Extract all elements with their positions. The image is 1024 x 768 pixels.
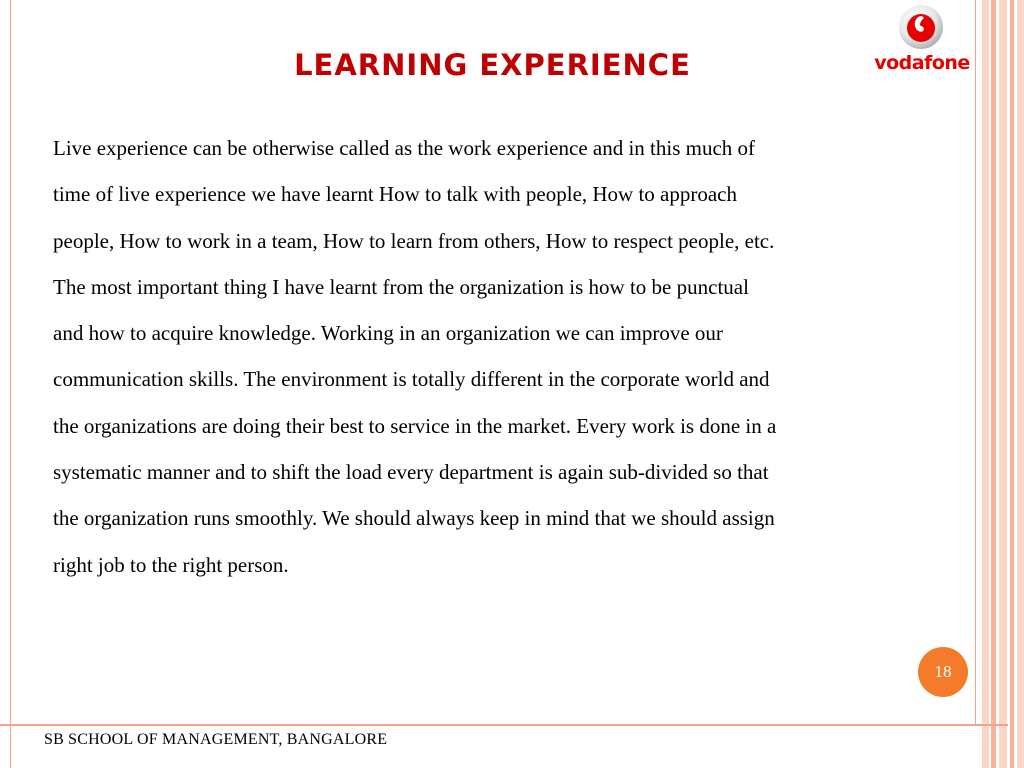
body-line: and how to acquire knowledge. Working in an organization we can improve our xyxy=(53,321,723,346)
logo-wordmark: vodafone xyxy=(874,52,970,74)
body-paragraph xyxy=(53,125,943,588)
body-line: The most important thing I have learnt from the organization is how to be punctual xyxy=(53,274,749,299)
body-line: time of live experience we have learnt How to talk with people, How to approach xyxy=(53,182,738,207)
body-line: the organization runs smoothly. We should always keep in mind that we should assign xyxy=(53,506,775,531)
slide-title: LEARNING EXPERIENCE xyxy=(294,48,691,82)
vodafone-logo xyxy=(868,2,976,78)
body-line: systematic manner and to shift the load every department is again sub-divided so that xyxy=(53,460,769,485)
body-line: communication skills. The environment is totally different in the corporate world and xyxy=(53,367,770,392)
page-number-badge: 18 xyxy=(918,647,968,697)
left-frame-line xyxy=(10,0,11,768)
vodafone-speechmark-icon xyxy=(898,4,944,50)
body-line: the organizations are doing their best to service in the market. Every work is done in a xyxy=(53,413,777,438)
body-line: Live experience can be otherwise called as the work experience and in this much of xyxy=(53,136,756,160)
decorative-stripe-band xyxy=(980,0,1024,768)
right-frame-line xyxy=(975,0,976,725)
footer-text: SB SCHOOL OF MANAGEMENT, BANGALORE xyxy=(44,731,388,748)
body-line: people, How to work in a team, How to learn from others, How to respect people, etc. xyxy=(53,228,775,253)
body-line: right job to the right person. xyxy=(53,552,289,577)
footer-divider xyxy=(0,724,1008,726)
